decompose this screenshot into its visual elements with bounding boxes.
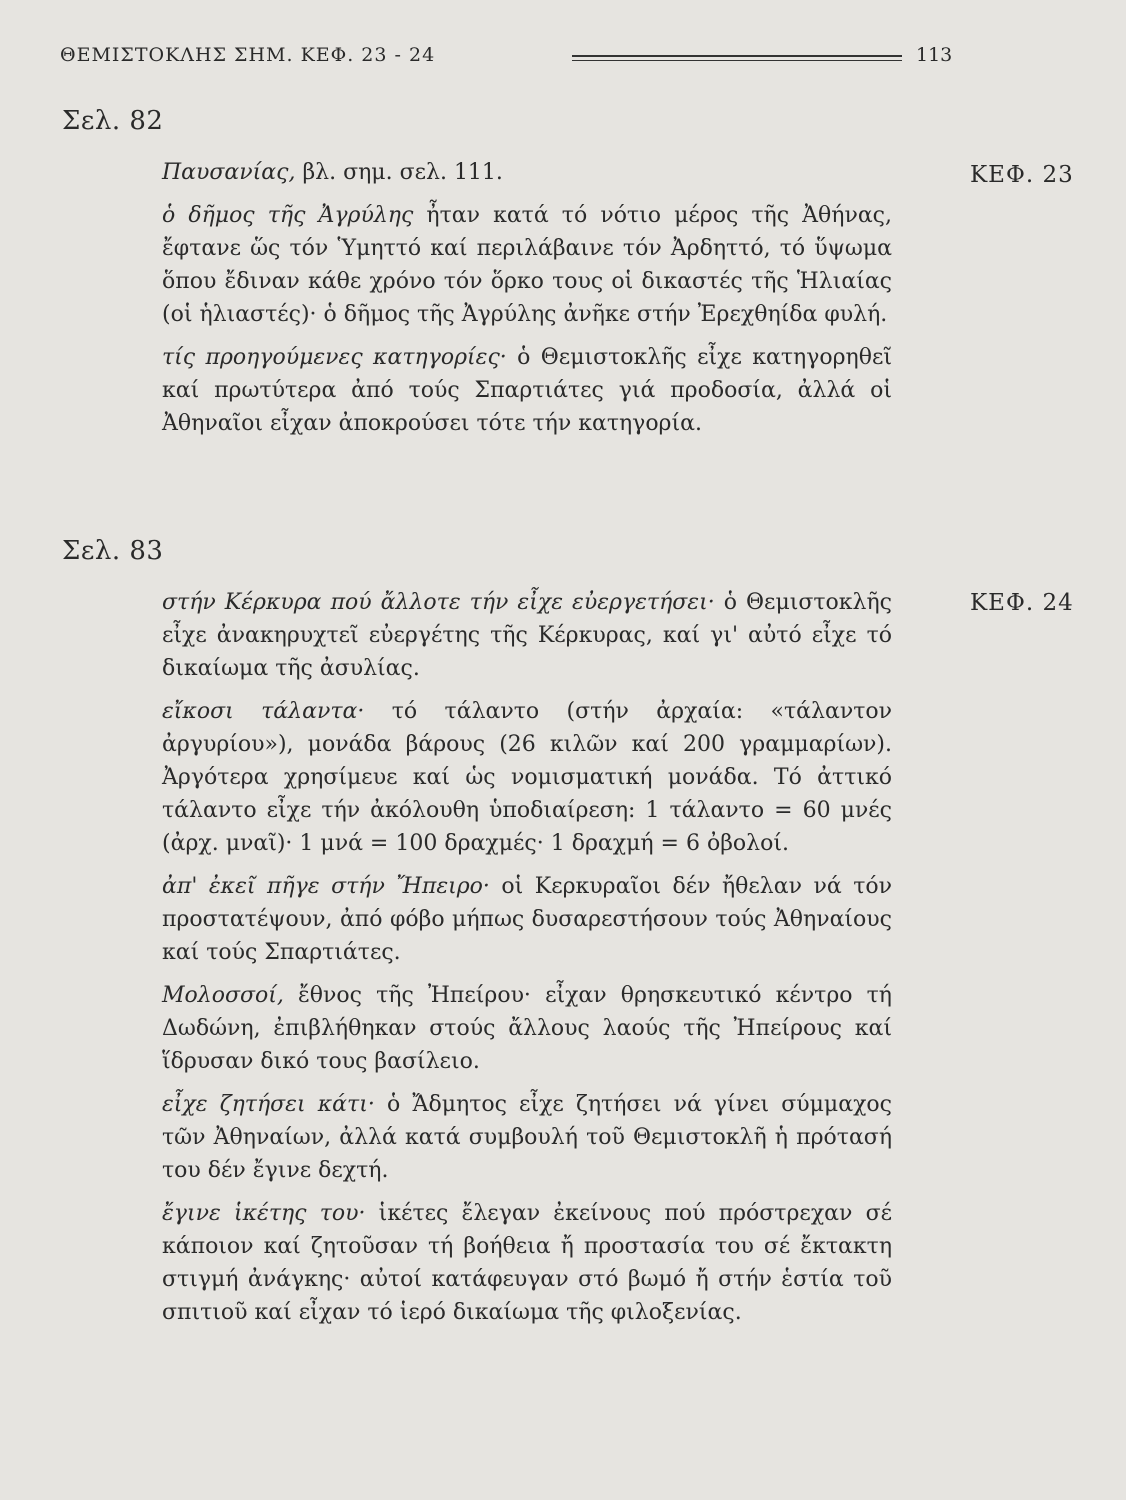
page-number: 113 bbox=[916, 44, 953, 66]
entry-text: βλ. σημ. σελ. 111. bbox=[295, 160, 503, 185]
note-entry bbox=[162, 586, 892, 685]
entry-text: τό τάλαντο (στήν ἀρχαία: «τάλαντον ἀργυρίου»), μονάδα βάρους (26 κιλῶν καί 200 γραμμαρίων). Ἀργότερα χρησίμευε καί ὡς νομισματική μονάδα. Τό ἀττικό τάλαντο εἶχε τήν ἀκόλουθη ὑποδιαίρεση: 1 τάλαντο = 60 μνές (ἀρχ. μναῖ)· 1 μνά = 100 δραχμές· 1 δραχμή = 6 ὀβολοί. bbox=[162, 699, 892, 856]
note-entry bbox=[162, 341, 892, 440]
entry-text: ὁ Θεμιστοκλῆς εἶχε ἀνακηρυχτεῖ εὐεργέτης τῆς Κέρκυρας, καί γι' αὐτό εἶχε τό δικαίωμα τῆς ἀσυλίας. bbox=[162, 590, 892, 681]
section-body bbox=[162, 586, 892, 1339]
section-body bbox=[162, 156, 892, 450]
entry-lemma: ὁ δῆμος τῆς Ἀγρύλης bbox=[162, 203, 414, 228]
entry-lemma: τίς προηγούμενες κατηγορίες· bbox=[162, 345, 507, 370]
chapter-margin-note: ΚΕΦ. 23 bbox=[970, 162, 1074, 188]
running-title: ΘΕΜΙΣΤΟΚΛΗΣ ΣΗΜ. ΚΕΦ. 23 - 24 bbox=[60, 44, 436, 66]
note-entry bbox=[162, 979, 892, 1078]
note-entry bbox=[162, 1088, 892, 1187]
entry-lemma: ἔγινε ἱκέτης του· bbox=[162, 1201, 366, 1226]
entry-text: ὁ Θεμιστοκλῆς εἶχε κατηγορηθεῖ καί πρωτύτερα ἀπό τούς Σπαρτιάτες γιά προδοσία, ἀλλά οἱ Ἀθηναῖοι εἶχαν ἀποκρούσει τότε τήν κατηγορία. bbox=[162, 345, 892, 436]
note-entry bbox=[162, 156, 892, 189]
entry-text: ἦταν κατά τό νότιο μέρος τῆς Ἀθήνας, ἔφτανε ὥς τόν Ὑμηττό καί περιλάβαινε τόν Ἀρδηττό, τό ὕψωμα ὅπου ἔδιναν κάθε χρόνο τόν ὅρκο τους οἱ δικαστές τῆς Ἡλιαίας (οἱ ἡλιαστές)· ὁ δῆμος τῆς Ἀγρύλης ἀνῆκε στήν Ἐρεχθηίδα φυλή. bbox=[162, 203, 892, 327]
entry-lemma: Παυσανίας, bbox=[162, 160, 296, 185]
note-entry bbox=[162, 199, 892, 331]
entry-text: οἱ Κερκυραῖοι δέν ἤθελαν νά τόν προστατέψουν, ἀπό φόβο μήπως δυσαρεστήσουν τούς Ἀθηναίους καί τούς Σπαρτιάτες. bbox=[162, 874, 892, 965]
note-entry bbox=[162, 695, 892, 860]
entry-lemma: Μολοσσοί, bbox=[162, 983, 284, 1008]
entry-lemma: στήν Κέρκυρα πού ἄλλοτε τήν εἶχε εὐεργετήσει· bbox=[162, 590, 715, 615]
note-entry bbox=[162, 870, 892, 969]
section-heading: Σελ. 82 bbox=[62, 106, 164, 136]
chapter-margin-note: ΚΕΦ. 24 bbox=[970, 590, 1074, 616]
entry-lemma: εἶχε ζητήσει κάτι· bbox=[162, 1092, 375, 1117]
note-entry bbox=[162, 1197, 892, 1329]
running-header bbox=[60, 44, 953, 74]
entry-lemma: εἴκοσι τάλαντα· bbox=[162, 699, 365, 724]
section-heading: Σελ. 83 bbox=[62, 536, 164, 566]
header-rule bbox=[572, 55, 902, 61]
entry-text: ἱκέτες ἔλεγαν ἐκείνους πού πρόστρεχαν σέ κάποιον καί ζητοῦσαν τή βοήθεια ἤ προστασία του σέ ἔκτακτη στιγμή ἀνάγκης· αὐτοί κατάφευγαν στό βωμό ἤ στήν ἑστία τοῦ σπιτιοῦ καί εἶχαν τό ἱερό δικαίωμα τῆς φιλοξενίας. bbox=[162, 1201, 892, 1325]
entry-text: ἔθνος τῆς Ἠπείρου· εἶχαν θρησκευτικό κέντρο τή Δωδώνη, ἐπιβλήθηκαν στούς ἄλλους λαούς τῆς Ἠπείρους καί ἵδρυσαν δικό τους βασίλειο. bbox=[162, 983, 892, 1074]
entry-text: ὁ Ἄδμητος εἶχε ζητήσει νά γίνει σύμμαχος τῶν Ἀθηναίων, ἀλλά κατά συμβουλή τοῦ Θεμιστοκλῆ ἡ πρότασή του δέν ἔγινε δεχτή. bbox=[162, 1092, 892, 1183]
entry-lemma: ἀπ' ἐκεῖ πῆγε στήν Ἤπειρο· bbox=[162, 874, 490, 899]
